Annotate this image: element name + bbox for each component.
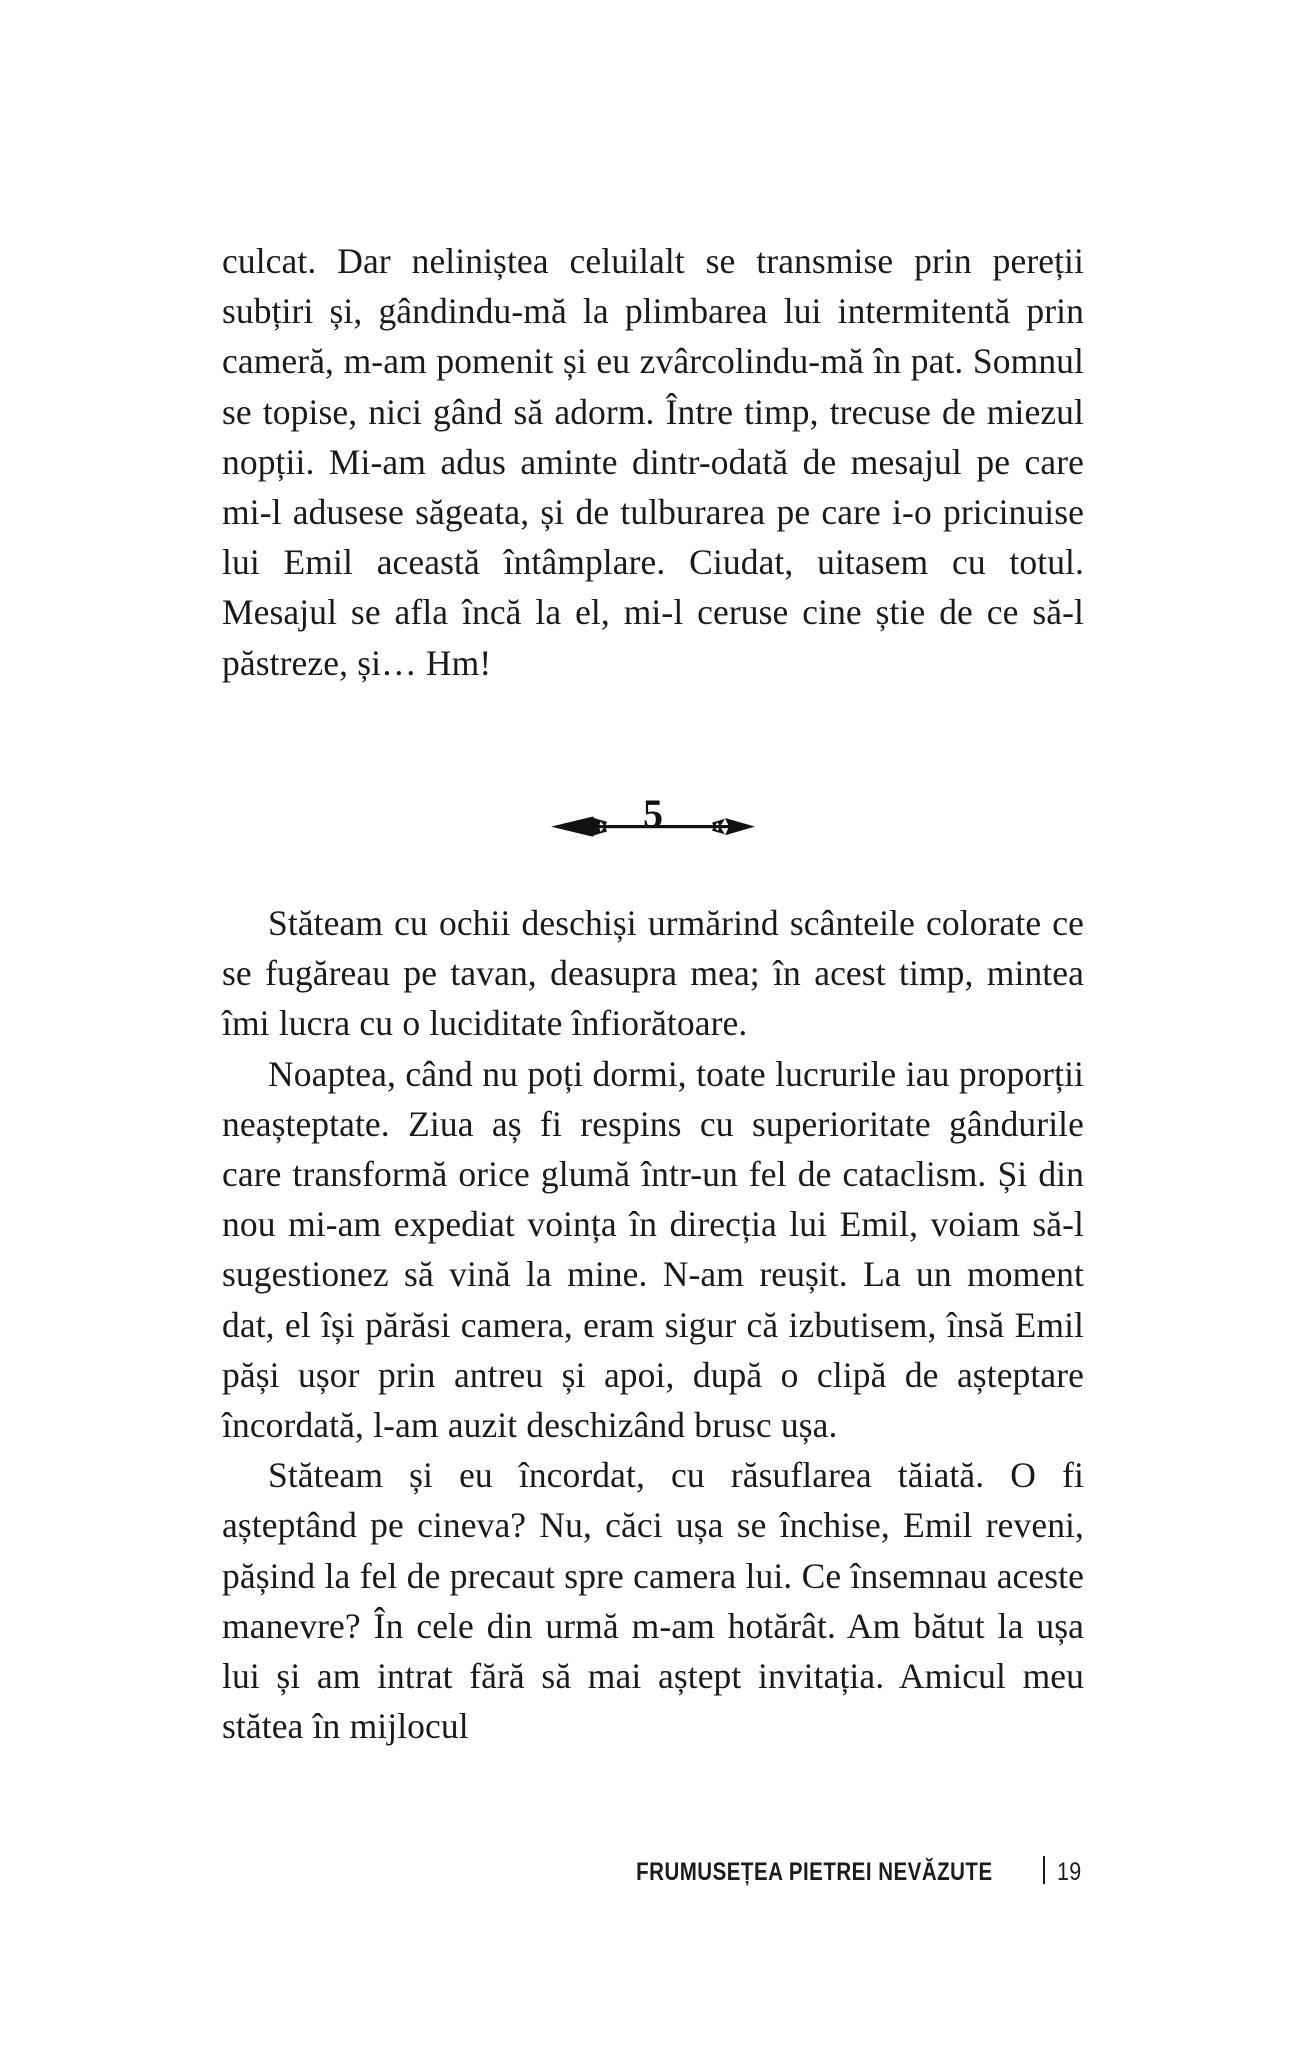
page-footer xyxy=(597,1852,1084,1887)
section-paragraph-3: Stăteam și eu încordat, cu răsuflarea tăiată. O fi așteptând pe cineva? Nu, căci ușa se închise, Emil reveni, pășind la fel de precaut spre camera lui. Ce însemnau aceste manevre? În cele din urmă m-am hotărât. Am bătut la ușa lui și am intrat fără să mai aștept invitația. Amicul meu stătea în mijlocul xyxy=(222,1455,1084,1747)
section-divider xyxy=(222,782,1084,856)
section-paragraph-2: Noaptea, când nu poți dormi, toate lucrurile iau proporții neașteptate. Ziua aș fi respins cu superioritate gândurile care transformă orice glumă într-un fel de cataclism. Și din nou mi-am expediat voința în direcția lui Emil, voiam să-l sugestionez să vină la mine. N-am reușit. La un moment dat, el își părăsi camera, eram sigur că izbutisem, însă Emil păși ușor prin antreu și apoi, după o clipă de așteptare încordată, l-am auzit deschizând brusc ușa. xyxy=(222,1053,1084,1446)
section-number: 5 xyxy=(643,791,663,836)
footer-page-number: 19 xyxy=(1057,1858,1082,1886)
footer-separator xyxy=(1043,1856,1045,1884)
section-divider-ornament xyxy=(549,788,757,850)
section-paragraph-1: Stăteam cu ochii deschiși urmărind scânteile colorate ce se fugăreau pe tavan, deasupra mea; în acest timp, mintea îmi lucra cu o luciditate înfiorătoare. xyxy=(222,903,1084,1044)
continued-paragraph: culcat. Dar neliniștea celuilalt se transmise prin pereții subțiri și, gândindu-mă la plimbarea lui intermitentă prin cameră, m-am pomenit și eu zvârcolindu-mă în pat. Somnul se topise, nici gând să adorm. Între timp, trecuse de miezul nopții. Mi-am adus aminte dintr-odată de mesajul pe care mi-l adusese săgeata, și de tulburarea pe care i-o pricinuise lui Emil această întâmplare. Ciudat, uitasem cu totul. Mesajul se afla încă la el, mi-l ceruse cine știe de ce să-l păstreze, și… Hm! xyxy=(222,241,1084,683)
continued-paragraph-block xyxy=(222,236,1084,688)
footer-book-title: FRUMUSEȚEA PIETREI NEVĂZUTE xyxy=(635,1858,993,1886)
section-body xyxy=(222,898,1084,1751)
